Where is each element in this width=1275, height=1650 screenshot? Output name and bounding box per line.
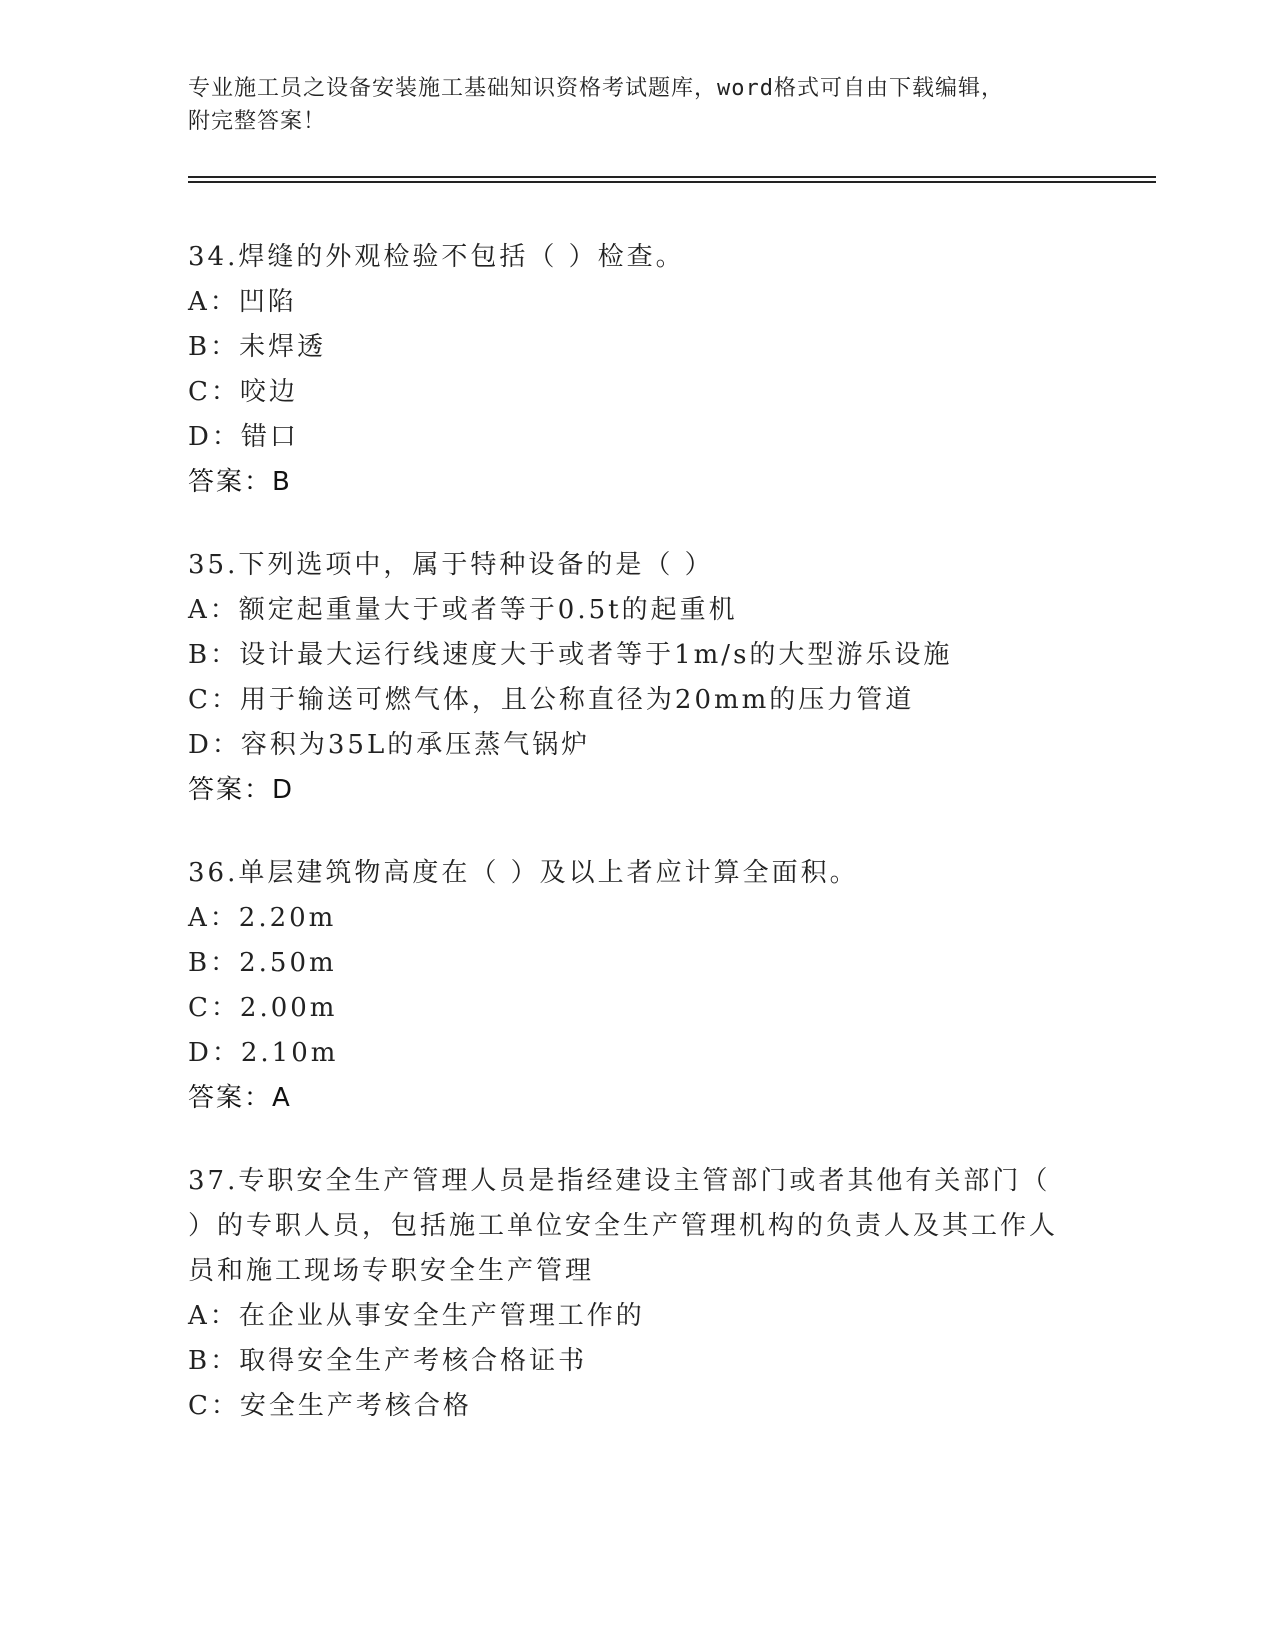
question-34 (188, 235, 1088, 505)
question-list (188, 235, 1088, 1467)
option-d (188, 1031, 1088, 1076)
option-text: 安全生产考核合格 (239, 1391, 472, 1421)
option-key: A： (188, 287, 239, 317)
option-a (188, 1294, 1088, 1339)
question-stem-line-1: 37.专职安全生产管理人员是指经建设主管部门或者其他有关部门（ (188, 1166, 1051, 1196)
option-text: 容积为35L的承压蒸气锅炉 (240, 730, 591, 760)
option-text: 取得安全生产考核合格证书 (239, 1346, 588, 1376)
answer: 答案：D (188, 775, 295, 805)
option-d (188, 415, 1088, 460)
option-d (188, 723, 1088, 768)
option-b (188, 1339, 1088, 1384)
option-a (188, 280, 1088, 325)
question-35 (188, 543, 1088, 813)
option-key: C： (188, 685, 240, 715)
question-stem: 36.单层建筑物高度在（ ）及以上者应计算全面积。 (188, 858, 859, 888)
option-text: 2.10m (240, 1038, 339, 1068)
question-36 (188, 851, 1088, 1121)
option-key: B： (188, 332, 240, 362)
option-key: B： (188, 640, 240, 670)
option-key: C： (188, 377, 240, 407)
option-text: 在企业从事安全生产管理工作的 (238, 1301, 645, 1331)
option-key: A： (188, 1301, 239, 1331)
header-line-1: 专业施工员之设备安装施工基础知识资格考试题库，word格式可自由下载编辑， (188, 76, 1004, 101)
option-key: C： (188, 1391, 240, 1421)
document-header (188, 72, 1068, 138)
option-text: 凹陷 (238, 287, 297, 317)
question-37 (188, 1159, 1088, 1429)
header-line-2: 附完整答案！ (188, 109, 327, 134)
option-text: 设计最大运行线速度大于或者等于1m/s的大型游乐设施 (239, 640, 953, 670)
option-key: B： (188, 1346, 240, 1376)
option-key: C： (188, 993, 240, 1023)
option-b (188, 941, 1088, 986)
answer: 答案：B (188, 467, 292, 497)
option-text: 用于输送可燃气体，且公称直径为20mm的压力管道 (239, 685, 915, 715)
option-key: D： (188, 1038, 241, 1068)
option-a (188, 896, 1088, 941)
question-stem: 35.下列选项中，属于特种设备的是（ ） (188, 550, 714, 580)
option-c (188, 1384, 1088, 1429)
option-b (188, 325, 1088, 370)
option-a (188, 588, 1088, 633)
option-key: B： (188, 948, 240, 978)
option-key: D： (188, 422, 241, 452)
question-stem: 34.焊缝的外观检验不包括（ ）检查。 (188, 242, 685, 272)
option-text: 额定起重量大于或者等于0.5t的起重机 (238, 595, 738, 625)
option-text: 2.50m (239, 948, 337, 978)
question-stem-line-2: ）的专职人员，包括施工单位安全生产管理机构的负责人及其工作人 (188, 1211, 1059, 1241)
option-key: D： (188, 730, 241, 760)
answer: 答案：A (188, 1083, 292, 1113)
option-key: A： (188, 595, 239, 625)
option-text: 2.00m (239, 993, 338, 1023)
option-key: A： (188, 903, 239, 933)
option-c (188, 370, 1088, 415)
question-stem-line-3: 员和施工现场专职安全生产管理 (188, 1256, 595, 1286)
option-c (188, 678, 1088, 723)
option-text: 错口 (240, 422, 299, 452)
option-text: 2.20m (238, 903, 337, 933)
option-b (188, 633, 1088, 678)
header-divider-top (188, 176, 1156, 178)
option-text: 咬边 (239, 377, 298, 407)
option-c (188, 986, 1088, 1031)
header-divider-bottom (188, 181, 1156, 183)
option-text: 未焊透 (239, 332, 327, 362)
